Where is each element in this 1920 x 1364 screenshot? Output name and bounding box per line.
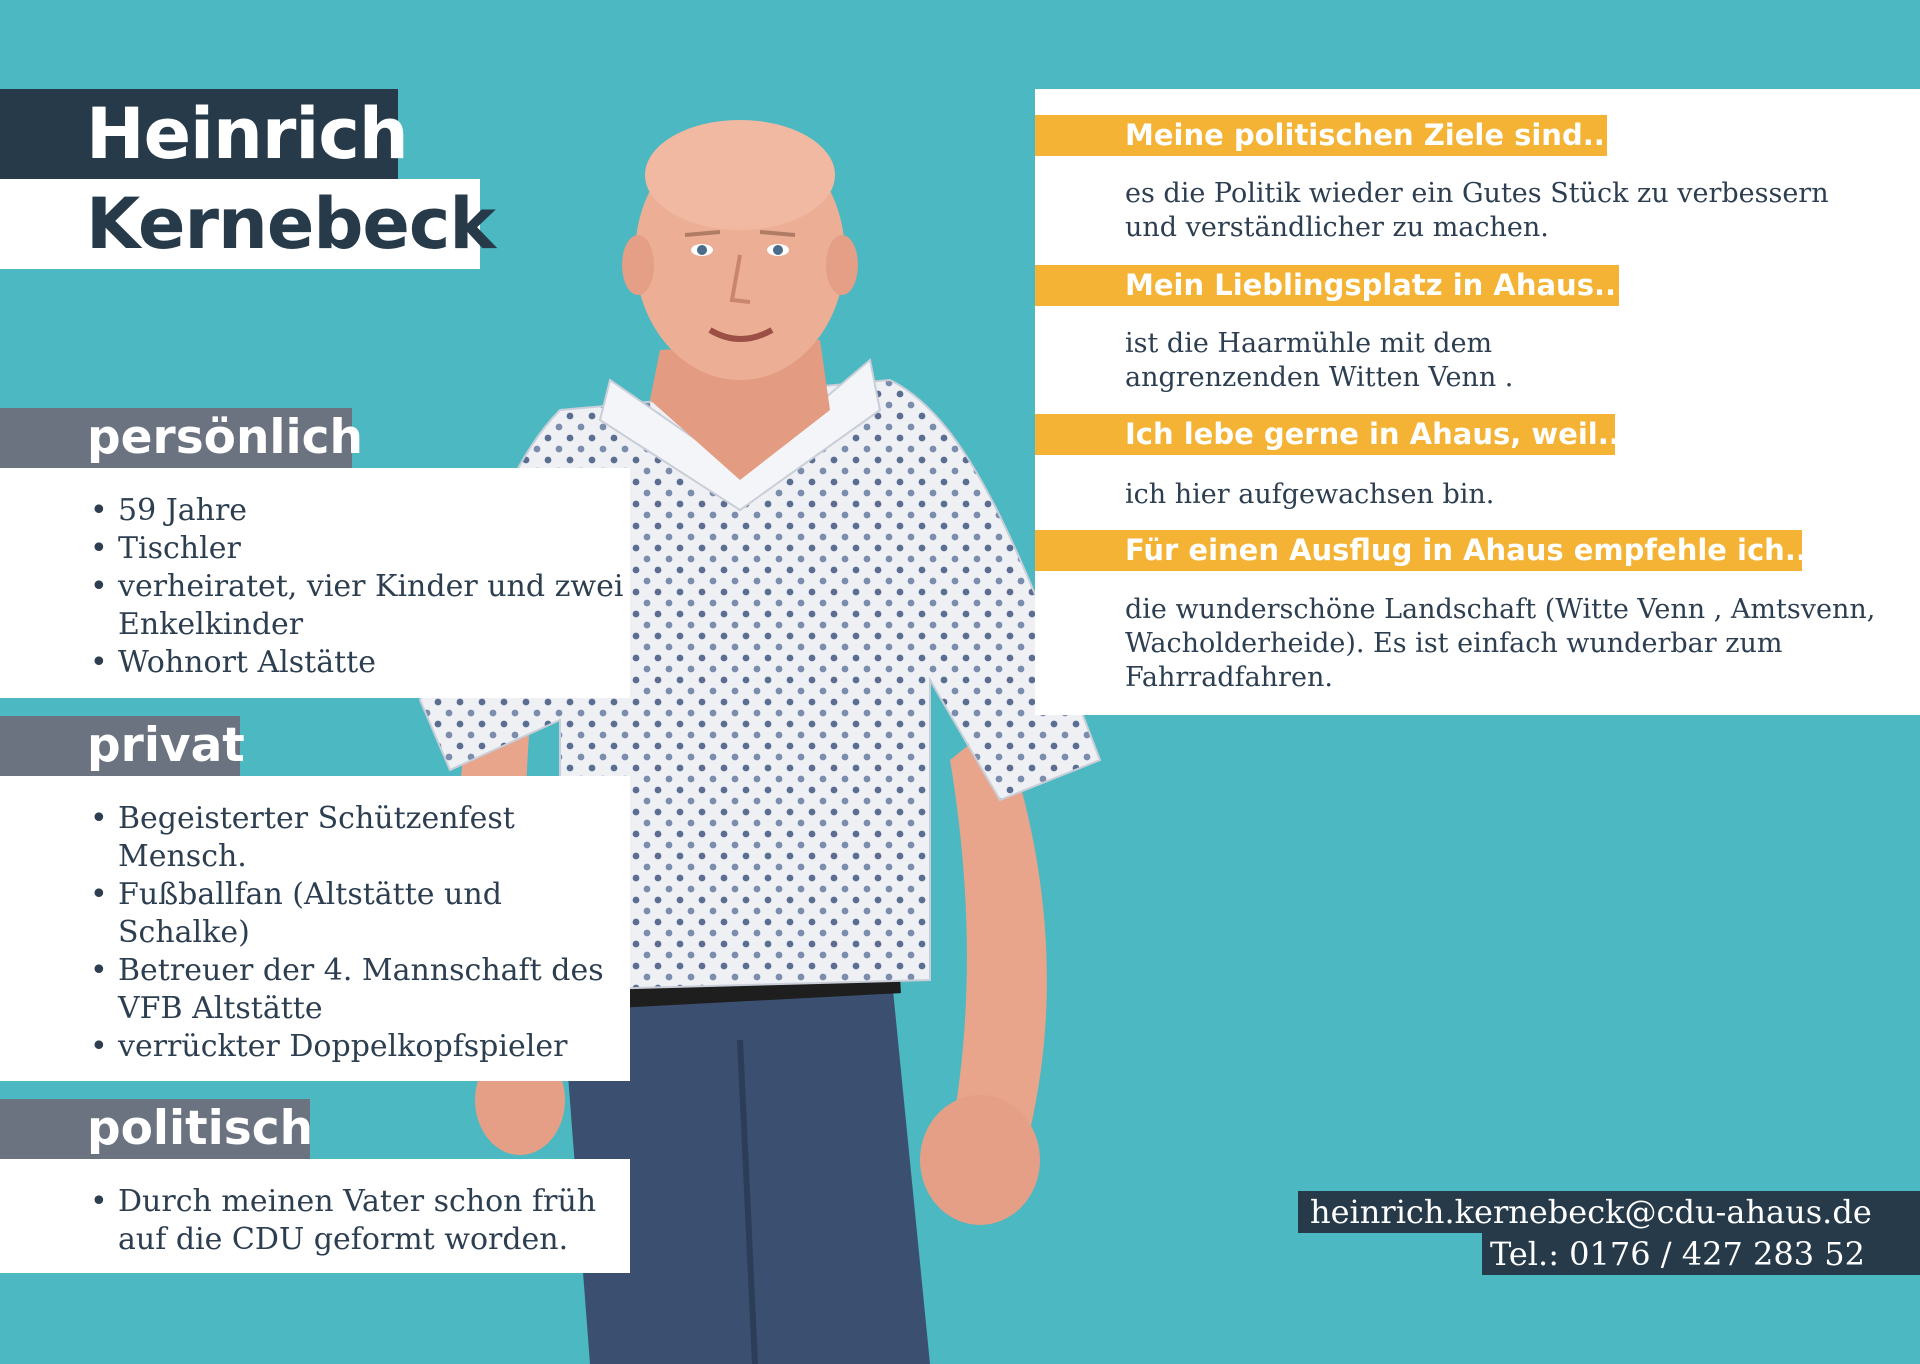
section-title-personal: persönlich — [0, 408, 352, 468]
question-why-ahaus: Ich lebe gerne in Ahaus, weil... — [1035, 414, 1615, 455]
list-item: • Betreuer der 4. Mannschaft des VFB Altstätte — [118, 952, 630, 1028]
list-item: • verheiratet, vier Kinder und zwei Enkelkinder — [118, 568, 630, 644]
question-excursion: Für einen Ausflug in Ahaus empfehle ich... — [1035, 530, 1802, 571]
list-item: • Begeisterter Schützenfest Mensch. — [118, 800, 578, 876]
list-item: • Durch meinen Vater schon früh auf die CDU geformt worden. — [118, 1183, 630, 1259]
section-title-political: politisch — [0, 1099, 310, 1159]
section-private — [0, 776, 630, 1081]
section-title-private: privat — [0, 716, 240, 776]
contact-phone[interactable]: Tel.: 0176 / 427 283 52 — [1482, 1233, 1920, 1275]
list-item: • Fußballfan (Altstätte und Schalke) — [118, 876, 578, 952]
list-item: • verrückter Doppelkopfspieler — [118, 1028, 630, 1066]
candidate-last-name: Kernebeck — [86, 183, 495, 265]
candidate-first-name: Heinrich — [86, 93, 408, 175]
list-item: • Tischler — [118, 530, 630, 568]
answer-why-ahaus: ich hier aufgewachsen bin. — [1125, 479, 1495, 510]
section-personal — [0, 468, 630, 698]
private-list — [0, 776, 630, 1066]
personal-list — [0, 468, 630, 682]
answer-favorite-place: ist die Haarmühle mit dem angrenzenden Witten Venn . — [1125, 328, 1514, 393]
contact-email[interactable]: heinrich.kernebeck@cdu-ahaus.de — [1298, 1191, 1920, 1233]
answer-excursion: die wunderschöne Landschaft (Witte Venn , Amtsvenn, Wacholderheide). Es ist einfach wunderbar zum Fahrradfahren. — [1125, 594, 1876, 693]
political-list — [0, 1159, 630, 1259]
question-favorite-place: Mein Lieblingsplatz in Ahaus... — [1035, 265, 1619, 306]
list-item: • Wohnort Alstätte — [118, 644, 630, 682]
question-goals: Meine politischen Ziele sind... — [1035, 115, 1607, 156]
list-item: • 59 Jahre — [118, 492, 630, 530]
answer-goals: es die Politik wieder ein Gutes Stück zu verbessern und verständlicher zu machen. — [1125, 178, 1829, 243]
section-political — [0, 1159, 630, 1273]
